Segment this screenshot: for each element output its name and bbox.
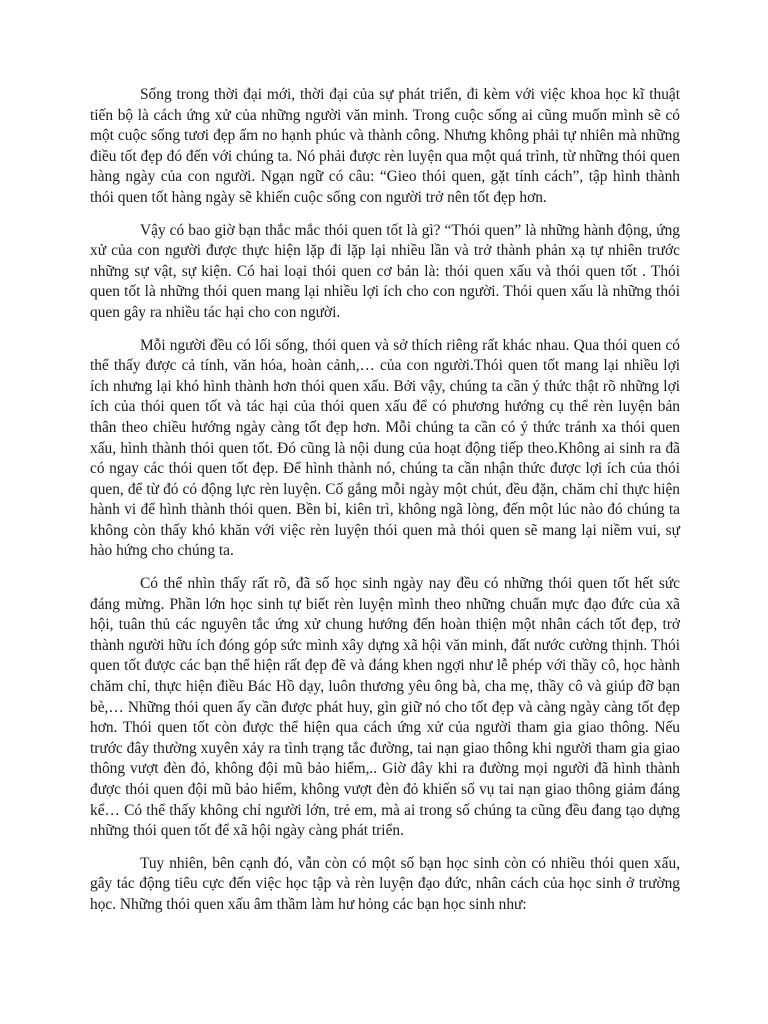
paragraph-lifestyle: Mỗi người đều có lối sống, thói quen và sở thích riêng rất khác nhau. Qua thói quen có thể thấy được cả tính, văn hóa, hoàn cảnh,… của con người.Thói quen tốt mang lại nhiều lợi ích nhưng lại khó hình thành hơn thói quen xấu. Bởi vậy, chúng ta cần ý thức thật rõ những lợi ích của thói quen tốt và tác hại của thói quen xấu để có phương hướng cụ thể rèn luyện bản thân theo chiều hướng ngày càng tốt đẹp hơn. Mỗi chúng ta cần có ý thức tránh xa thói quen xấu, hình thành thói quen tốt. Đó cũng là nội dung của hoạt động tiếp theo.Không ai sinh ra đã có ngay các thói quen tốt đẹp. Để hình thành nó, chúng ta cần nhận thức được lợi ích của thói quen, để từ đó có động lực rèn luyện. Cố gắng mỗi ngày một chút, đều đặn, chăm chỉ thực hiện hành vi để hình thành thói quen. Bền bỉ, kiên trì, không ngã lòng, đến một lúc nào đó chúng ta không còn thấy khó khăn với việc rèn luyện thói quen mà thói quen sẽ mang lại niềm vui, sự hào hứng cho chúng ta. xyxy=(90,336,680,560)
paragraph-intro: Sống trong thời đại mới, thời đại của sự phát triển, đi kèm với việc khoa học kĩ thuật tiến bộ là cách ứng xử của những người văn minh. Trong cuộc sống ai cũng muốn mình sẽ có một cuộc sống tươi đẹp ấm no hạnh phúc và thành công. Nhưng không phải tự nhiên mà những điều tốt đẹp đó đến với chúng ta. Nó phải được rèn luyện qua một quá trình, từ những thói quen hàng ngày của con người. Ngạn ngữ có câu: “Gieo thói quen, gặt tính cách”, tập hình thành thói quen tốt hàng ngày sẽ khiến cuộc sống con người trở nên tốt đẹp hơn. xyxy=(90,86,680,206)
paragraph-bad-habits: Tuy nhiên, bên cạnh đó, vẫn còn có một số bạn học sinh còn có nhiều thói quen xấu, gây tác động tiêu cực đến việc học tập và rèn luyện đạo đức, nhân cách của học sinh ở trường học. Những thói quen xấu âm thầm làm hư hỏng các bạn học sinh như: xyxy=(90,854,680,913)
paragraph-definition: Vậy có bao giờ bạn thắc mắc thói quen tốt là gì? “Thói quen” là những hành động, ứng xử của con người được thực hiện lặp đi lặp lại nhiều lần và trở thành phản xạ tự nhiên trước những sự vật, sự kiện. Có hai loại thói quen cơ bản là: thói quen xấu và thói quen tốt . Thói quen tốt là những thói quen mang lại nhiều lợi ích cho con người. Thói quen xấu là những thói quen gây ra nhiều tác hại cho con người. xyxy=(90,221,680,321)
document-page xyxy=(90,85,680,928)
paragraph-good-habits: Có thể nhìn thấy rất rõ, đã số học sinh ngày nay đều có những thói quen tốt hết sức đáng mừng. Phần lớn học sinh tự biết rèn luyện mình theo những chuẩn mực đạo đức của xã hội, tuân thủ các nguyên tắc ứng xử chung hướng đến hoàn thiện một nhân cách tốt đẹp, trở thành người hữu ích đóng góp sức mình xây dựng xã hội văn minh, đất nước cường thịnh. Thói quen tốt được các bạn thể hiện rất đẹp đẽ và đáng khen ngợi như lễ phép với thầy cô, học hành chăm chỉ, thực hiện điều Bác Hồ dạy, luôn thương yêu ông bà, cha mẹ, thầy cô và giúp đỡ bạn bè,… Những thói quen ấy cần được phát huy, gìn giữ nó cho tốt đẹp và càng ngày càng tốt đẹp hơn. Thói quen tốt còn được thể hiện qua cách ứng xử của người tham gia giao thông. Nếu trước đây thường xuyên xảy ra tình trạng tắc đường, tai nạn giao thông khi người tham gia giao thông vượt đèn đỏ, không đội mũ bảo hiểm,.. Giờ đây khi ra đường mọi người đã hình thành được thói quen đội mũ bảo hiểm, không vượt đèn đỏ khiến số vụ tai nạn giao thông giảm đáng kể… Có thể thấy không chỉ người lớn, trẻ em, mà ai trong số chúng ta cũng đều đang tạo dựng những thói quen tốt để xã hội ngày càng phát triển. xyxy=(90,575,680,840)
